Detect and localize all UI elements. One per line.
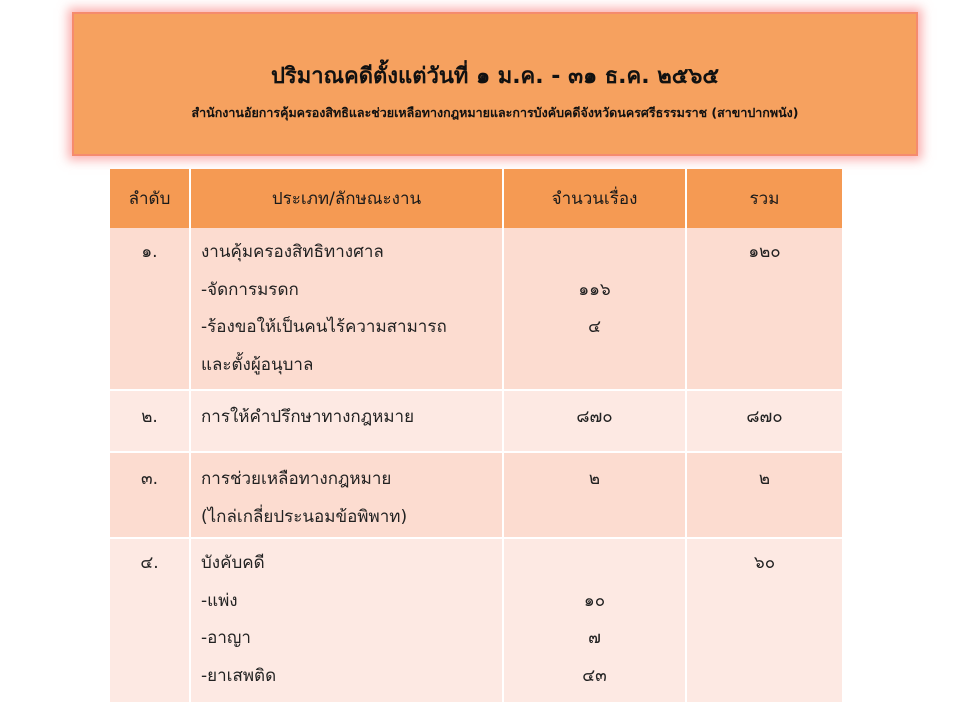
column-header-total: รวม	[686, 169, 842, 228]
count-line: ๗	[588, 628, 601, 648]
row-order: ๑.	[110, 228, 190, 390]
row-order: ๔.	[110, 538, 190, 703]
table-header-row	[110, 169, 842, 228]
type-line: (ไกล่เกลี่ยประนอมข้อพิพาท)	[201, 506, 408, 527]
row-order: ๒.	[110, 390, 190, 452]
row-total: ๘๗๐	[686, 390, 842, 452]
row-count	[503, 538, 686, 703]
row-type	[190, 390, 503, 452]
row-type	[190, 452, 503, 538]
row-type	[190, 228, 503, 390]
type-line: -ยาเสพติด	[201, 665, 277, 686]
type-line: งานคุ้มครองสิทธิทางศาล	[201, 242, 384, 262]
column-header-count: จำนวนเรื่อง	[503, 169, 686, 228]
type-line: -อาญา	[201, 628, 251, 648]
type-line: -แพ่ง	[201, 590, 238, 611]
count-line: ๑๑๖	[578, 279, 611, 300]
type-line: บังคับคดี	[201, 553, 265, 573]
type-line: และตั้งผู้อนุบาล	[201, 354, 314, 375]
type-line: -จัดการมรดก	[201, 279, 299, 300]
column-header-order: ลำดับ	[110, 169, 190, 228]
row-count	[503, 452, 686, 538]
row-order: ๓.	[110, 452, 190, 538]
count-line: ๔	[588, 317, 601, 337]
office-subtitle: สำนักงานอัยการคุ้มครองสิทธิและช่วยเหลือทางกฎหมายและการบังคับคดีจังหวัดนครศรีธรรมราช (สาขาปากพนัง)	[191, 105, 799, 120]
count-line: ๒	[588, 469, 601, 489]
page-title: ปริมาณคดีตั้งแต่วันที่ ๑ ม.ค. - ๓๑ ธ.ค. ๒๕๖๕	[270, 64, 720, 89]
row-type	[190, 538, 503, 703]
count-line: ๘๗๐	[576, 407, 613, 427]
type-line: -ร้องขอให้เป็นคนไร้ความสามารถ	[201, 317, 447, 337]
table-row	[110, 538, 842, 703]
table-row	[110, 228, 842, 390]
table-row	[110, 390, 842, 452]
column-header-type: ประเภท/ลักษณะงาน	[190, 169, 503, 228]
case-statistics-table	[110, 169, 842, 704]
count-line: ๔๓	[582, 665, 607, 686]
count-line: ๑๐	[583, 590, 606, 611]
row-total: ๖๐	[686, 538, 842, 703]
type-line: การให้คำปรึกษาทางกฎหมาย	[201, 407, 415, 427]
row-count	[503, 390, 686, 452]
row-count	[503, 228, 686, 390]
title-banner	[72, 12, 918, 156]
table-row	[110, 452, 842, 538]
row-total: ๑๒๐	[686, 228, 842, 390]
row-total: ๒	[686, 452, 842, 538]
type-line: การช่วยเหลือทางกฎหมาย	[201, 469, 392, 489]
